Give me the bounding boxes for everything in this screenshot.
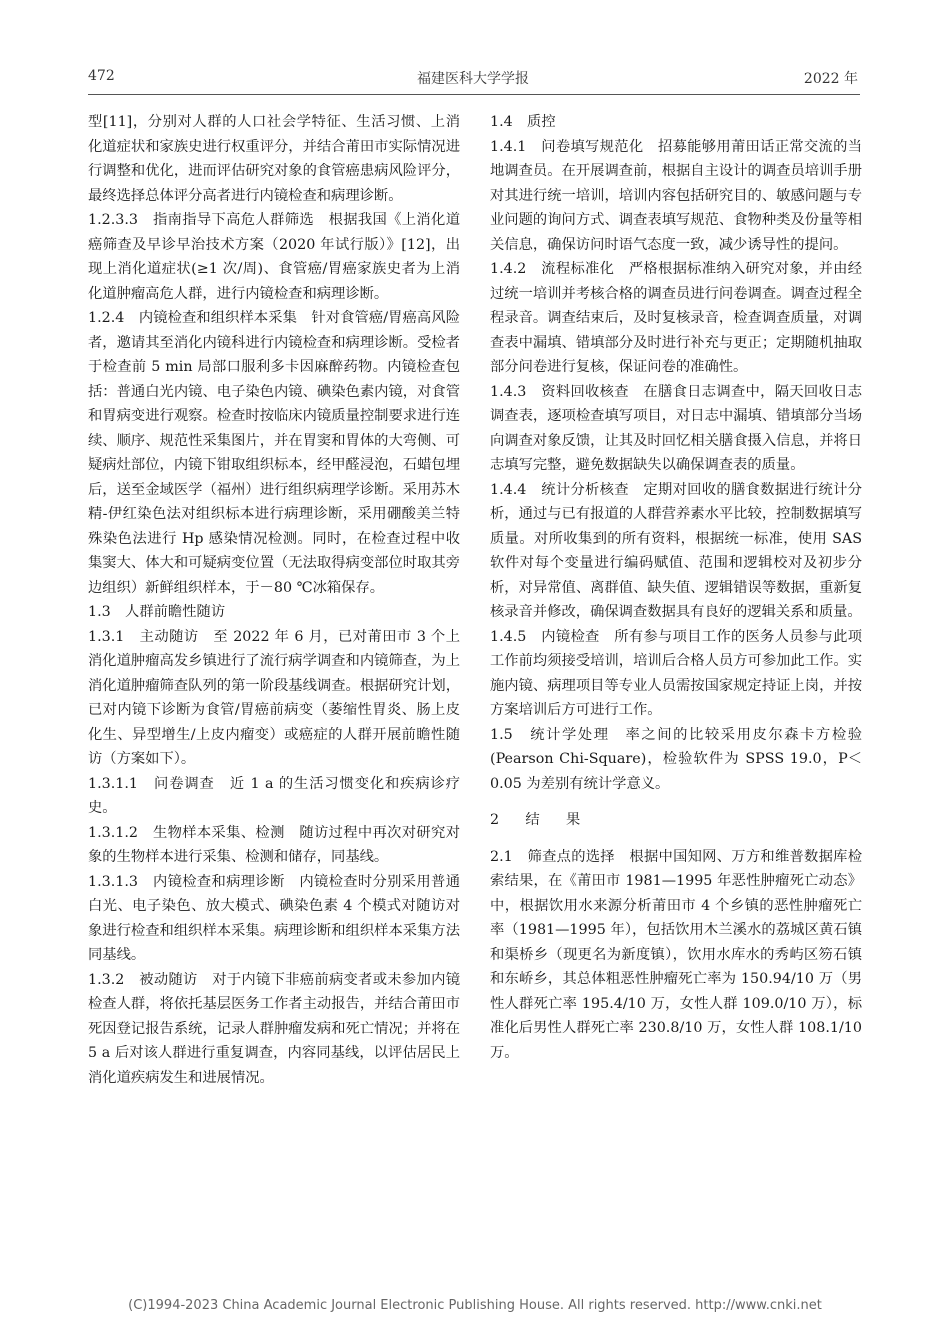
paragraph: 型[11]，分别对人群的人口社会学特征、生活习惯、上消化道症状和家族史进行权重评分，并结合莆田市实际情况进行调整和优化，进而评估研究对象的食管癌患病风险评分，最终选择总体评分高者进行内镜检查和病理诊断。 xyxy=(88,114,460,204)
journal-year: 2022 年 xyxy=(803,71,858,87)
header-rule xyxy=(88,94,860,95)
paragraph: 1.3.2 被动随访 对于内镜下非癌前病变者或未参加内镜检查人群，将依托基层医务工作者主动报告，并结合莆田市死因登记报告系统，记录人群肿瘤发病和死亡情况；并将在 5 a 后对该人群进行重复调查，内容同基线，以评估居民上消化道疾病发生和进展情况。 xyxy=(88,971,460,1086)
paragraph: 1.4.1 问卷填写规范化 招募能够用莆田话正常交流的当地调查员。在开展调查前，根据自主设计的调查员培训手册对其进行统一培训，培训内容包括研究目的、敏感问题与专业问题的询问方式、调查表填写规范、食物种类及份量等相关信息，确保访问时语气态度一致，减少诱导性的提问。 xyxy=(490,138,862,253)
page-header xyxy=(88,68,858,92)
left-column xyxy=(88,110,460,1090)
paragraph: 1.5 统计学处理 率之间的比较采用皮尔森卡方检验(Pearson Chi-Square)，检验软件为 SPSS 19.0，P＜0.05 为差别有统计学意义。 xyxy=(490,726,862,792)
paragraph: 1.3.1.2 生物样本采集、检测 随访过程中再次对研究对象的生物样本进行采集、检测和储存，同基线。 xyxy=(88,824,460,865)
copyright-footer: (C)1994-2023 China Academic Journal Electronic Publishing House. All rights reserved. http://www.cnki.net xyxy=(128,1298,822,1313)
results-heading: 2 结 果 xyxy=(490,812,587,828)
paragraph: 1.4.2 流程标准化 严格根据标准纳入研究对象，并由经过统一培训并考核合格的调查员进行问卷调查。调查过程全程录音。调查结束后，及时复核录音，检查调查质量，对调查表中漏填、错填部分及时进行补充与更正；定期随机抽取部分问卷进行复核，保证问卷的准确性。 xyxy=(490,261,862,375)
paragraph: 2.1 筛查点的选择 根据中国知网、万方和维普数据库检索结果，在《莆田市 1981—1995 年恶性肿瘤死亡动态》中，根据饮用水来源分析莆田市 4 个乡镇的恶性肿瘤死亡率（1981—1995 年），包括饮用木兰溪水的荔城区黄石镇和渠桥乡（现更名为新度镇），饮用水库水的秀屿区笏石镇和东峤乡，其总体粗恶性肿瘤死亡率为 150.94/10 万（男性人群死亡率 195.4/10 万，女性人群 109.0/10 万），标准化后男性人群死亡率 230.8/10 万，女性人群 108.1/10 万。 xyxy=(490,848,862,1061)
paragraph: 1.3.1.3 内镜检查和病理诊断 内镜检查时分别采用普通白光、电子染色、放大模式、碘染色素 4 个模式对随访对象进行检查和组织样本采集。病理诊断和组织样本采集方法同基线。 xyxy=(88,873,460,963)
journal-title: 福建医科大学学报 xyxy=(417,71,529,87)
section-heading: 1.3 人群前瞻性随访 xyxy=(88,604,226,620)
paragraph: 1.3.1 主动随访 至 2022 年 6 月，已对莆田市 3 个上消化道肿瘤高发乡镇进行了流行病学调查和内镜筛查，为上消化道肿瘤筛查队列的第一阶段基线调查。根据研究计划，已对内镜下诊断为食管/胃癌前病变（萎缩性胃炎、肠上皮化生、异型增生/上皮内瘤变）或癌症的人群开展前瞻性随访（方案如下）。 xyxy=(88,628,460,767)
paragraph: 1.4.3 资料回收核查 在膳食日志调查中，隔天回收日志调查表，逐项检查填写项目，对日志中漏填、错填部分当场向调查对象反馈，让其及时回忆相关膳食摄入信息，并将日志填写完整，避免数据缺失以确保调查表的质量。 xyxy=(490,383,862,473)
paragraph: 1.3.1.1 问卷调查 近 1 a 的生活习惯变化和疾病诊疗史。 xyxy=(88,775,460,816)
paragraph: 1.4.5 内镜检查 所有参与项目工作的医务人员参与此项工作前均须接受培训，培训后合格人员方可参加此工作。实施内镜、病理项目等专业人员需按国家规定持证上岗，并按方案培训后方可进行工作。 xyxy=(490,628,862,718)
right-column xyxy=(490,110,862,1065)
paragraph: 1.2.3.3 指南指导下高危人群筛选 根据我国《上消化道癌筛查及早诊早治技术方案（2020 年试行版）》[12]，出现上消化道症状(≥1 次/周)、食管癌/胃癌家族史者为上消化道肿瘤高危人群，进行内镜检查和病理诊断。 xyxy=(88,212,460,302)
paragraph: 1.2.4 内镜检查和组织样本采集 针对食管癌/胃癌高风险者，邀请其至消化内镜科进行内镜检查和病理诊断。受检者于检查前 5 min 局部口服利多卡因麻醉药物。内镜检查包括：普通白光内镜、电子染色内镜、碘染色素内镜，对食管和胃病变进行观察。检查时按临床内镜质量控制要求进行连续、顺序、规范性采集图片，并在胃窦和胃体的大弯侧、可疑病灶部位，内镜下钳取组织标本，经甲醛浸泡，石蜡包埋后，送至金域医学（福州）进行组织病理学诊断。采用苏木精-伊红染色法对组织标本进行病理诊断，采用硼酸美兰特殊染色法进行 Hp 感染情况检测。同时，在检查过程中收集窦大、体大和可疑病变位置（无法取得病变部位时取其旁边组织）新鲜组织样本，于－80 ℃冰箱保存。 xyxy=(88,310,460,596)
page-number: 472 xyxy=(88,68,115,84)
section-heading: 1.4 质控 xyxy=(490,114,556,130)
paragraph: 1.4.4 统计分析核查 定期对回收的膳食数据进行统计分析，通过与已有报道的人群营养素水平比较，控制数据填写质量。对所收集到的所有资料，根据统一标准，使用 SAS 软件对每个变量进行编码赋值、范围和逻辑校对及初步分析，对异常值、离群值、缺失值、逻辑错误等数据，重新复核录音并修改，确保调查数据具有良好的逻辑关系和质量。 xyxy=(490,481,862,620)
